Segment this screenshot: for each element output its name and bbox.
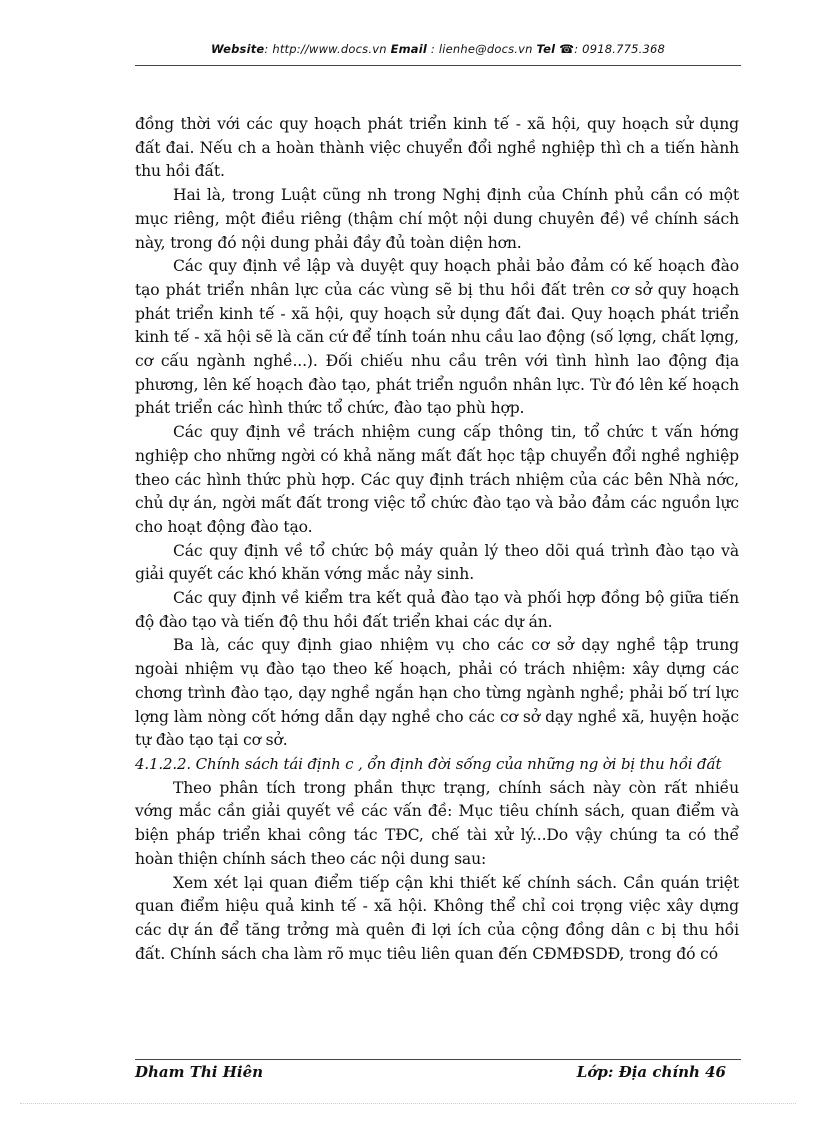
tel-value: : 0918.775.368 — [574, 42, 666, 56]
paragraph-ba-la: Ba là, các quy định giao nhiệm vụ cho các cơ sở dạy nghề tập trung ngoài nhiệm vụ đào tạo theo kế hoạch, phải có trách nhiệm: xây dựng các chơng trình đào tạo, dạy nghề ngắn hạn cho từng ngành nghề; phải bố trí lực lợng làm nòng cốt hớng dẫn dạy nghề cho các cơ sở dạy nghề xã, huyện hoặc tự đào tạo tại cơ sở. — [135, 636, 739, 750]
footer-rule — [135, 1059, 741, 1060]
phone-icon: ☎ — [559, 42, 575, 56]
document-body — [135, 113, 739, 966]
paragraph-bo-may: Các quy định về tổ chức bộ máy quản lý theo dõi quá trình đào tạo và giải quyết các khó khăn vớng mắc nảy sinh. — [135, 541, 739, 584]
page-bottom-dotted-line — [20, 1103, 796, 1104]
paragraph-kiem-tra: Các quy định về kiểm tra kết quả đào tạo và phối hợp đồng bộ giữa tiến độ đào tạo và tiến độ thu hồi đất triển khai các dự án. — [135, 589, 739, 631]
paragraph-xem-xet: Xem xét lại quan điểm tiếp cận khi thiết kế chính sách. Cần quán triệt quan điểm hiệu quả kinh tế - xã hội. Không thể chỉ coi trọng việc xây dựng các dự án để tăng trởng mà quên đi lợi ích của cộng đồng dân c bị thu hồi đất. Chính sách cha làm rõ mục tiêu liên quan đến CĐMĐSDĐ, trong đó có — [135, 873, 739, 963]
paragraph-hai-la: Hai là, trong Luật cũng nh trong Nghị định của Chính phủ cần có một mục riêng, một điều riêng (thậm chí một nội dung chuyên đề) về chính sách này, trong đó nội dung phải đầy đủ toàn diện hơn. — [135, 186, 739, 252]
header-rule — [135, 65, 741, 66]
section-heading: 4.1.2.2. Chính sách tái định c , ổn định đời sống của những ng ời bị thu hồi đất — [135, 754, 722, 773]
page-header — [135, 42, 741, 56]
paragraph-quy-hoach: Các quy định về lập và duyệt quy hoạch phải bảo đảm có kế hoạch đào tạo phát triển nhân lực của các vùng sẽ bị thu hồi đất trên cơ sở quy hoạch phát triển kinh tế - xã hội, quy hoạch sử dụng đất đai. Quy hoạch phát triển kinh tế - xã hội sẽ là căn cứ để tính toán nhu cầu lao động (số lợng, chất lợng, cơ cấu ngành nghề...). Đối chiếu nhu cầu trên với tình hình lao động địa phương, lên kế hoạch đào tạo, phát triển nguồn nhân lực. Từ đó lên kế hoạch phát triển các hình thức tổ chức, đào tạo phù hợp. — [135, 257, 739, 418]
website-value: : http://www.docs.vn — [264, 42, 387, 56]
paragraph-thong-tin: Các quy định về trách nhiệm cung cấp thông tin, tổ chức t vấn hớng nghiệp cho những ngời có khả năng mất đất học tập chuyển đổi nghề nghiệp theo các hình thức phù hợp. Các quy định trách nhiệm của các bên Nhà nớc, chủ dự án, ngời mất đất trong việc tổ chức đào tạo và bảo đảm các nguồn lực cho hoạt động đào tạo. — [135, 423, 739, 536]
website-label: Website — [210, 42, 265, 56]
email-value: : lienhe@docs.vn — [430, 42, 533, 56]
footer-author: Dham Thi Hiên — [135, 1063, 264, 1081]
paragraph-phan-tich: Theo phân tích trong phần thực trạng, chính sách này còn rất nhiều vớng mắc cần giải quyết về các vấn đề: Mục tiêu chính sách, quan điểm và biện pháp triển khai công tác TĐC, chế tài xử lý...Do vậy chúng ta có thể hoàn thiện chính sách theo các nội dung sau: — [135, 778, 739, 868]
paragraph-continuation: đồng thời với các quy hoạch phát triển kinh tế - xã hội, quy hoạch sử dụng đất đai. Nếu ch a hoàn thành việc chuyển đổi nghề nghiệp thì ch a tiến hành thu hồi đất. — [135, 115, 739, 181]
tel-label: Tel — [536, 42, 556, 56]
email-label: Email — [390, 42, 428, 56]
footer-class: Lớp: Địa chính 46 — [576, 1063, 726, 1081]
